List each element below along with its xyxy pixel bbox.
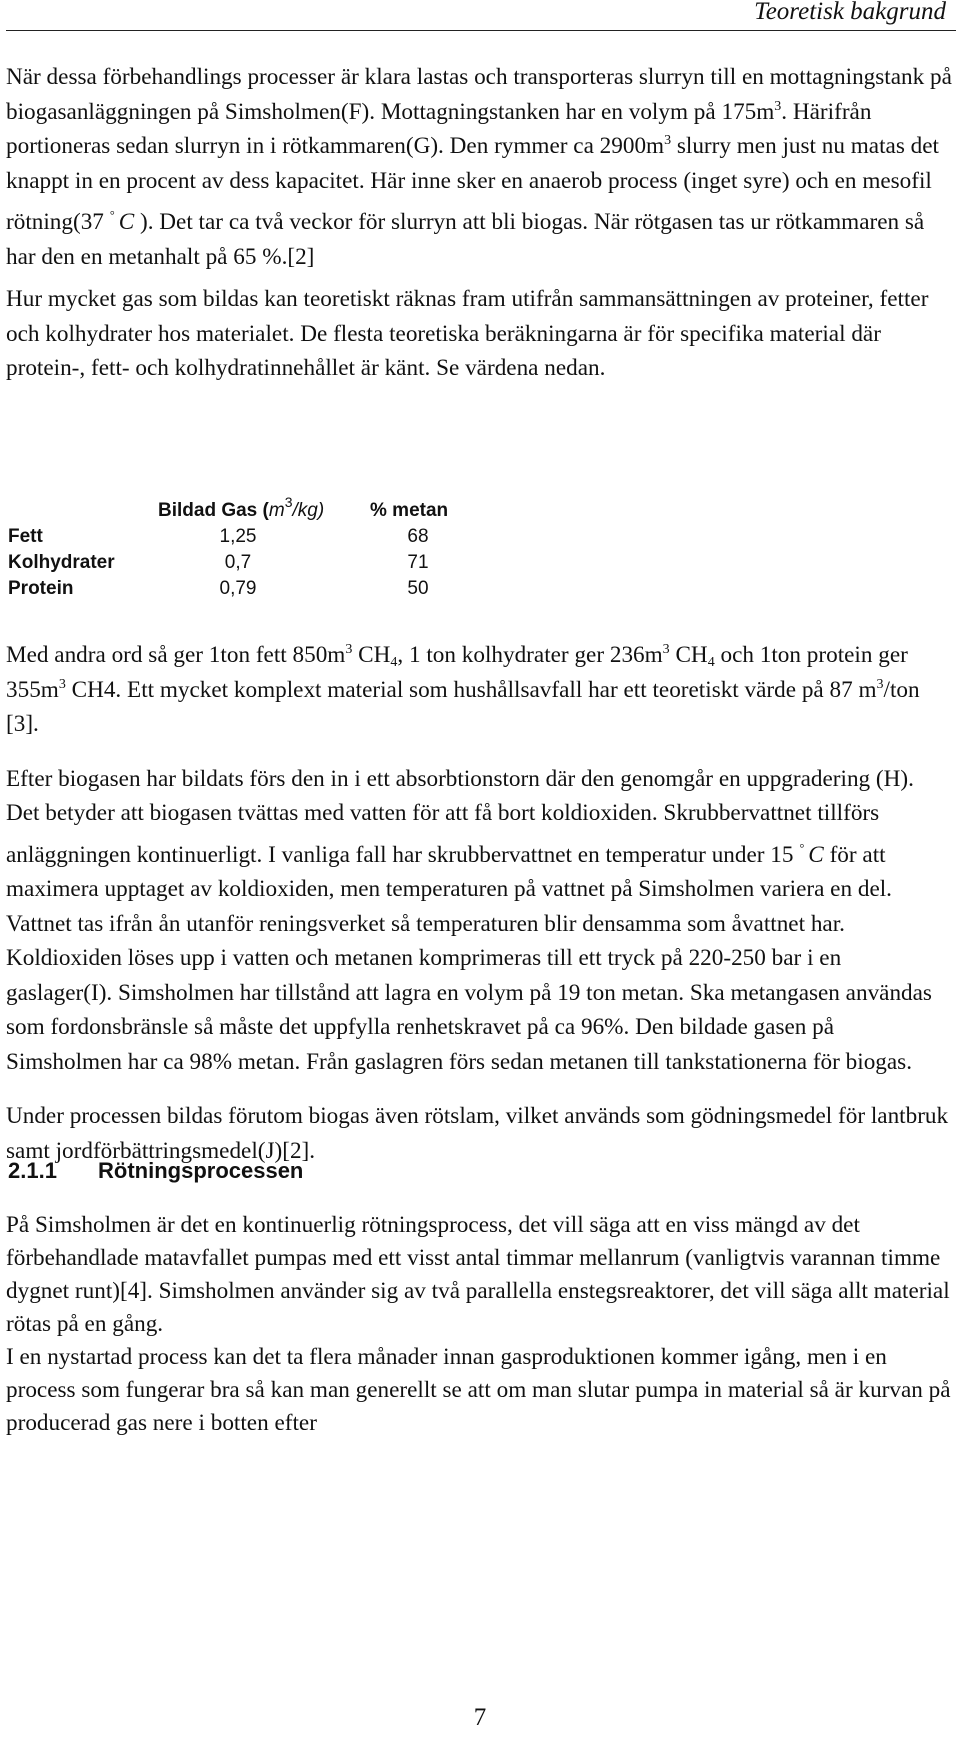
section-title: Rötningsprocessen [98, 1158, 304, 1183]
paragraph-6: På Simsholmen är det en kontinuerlig rötningsprocess, det vill säga att en viss mängd av det förbehandlade matavfallet pumpas med ett visst antal timmar mellanrum (vanligtvis varannan timme dygnet runt)[4]. Simsholmen använder sig av två parallella enstegsreaktorer, det vill säga allt material rötas på en gång. [6, 1212, 950, 1337]
p3-text-a: Med andra ord så ger 1ton fett 850m [6, 642, 346, 668]
p3-sub-2: 4 [707, 655, 715, 670]
p3-sub-1: 4 [390, 655, 398, 670]
page-number: 7 [473, 1704, 487, 1731]
cell-gas: 0,79 [219, 578, 257, 599]
header-gas-unit: m [268, 500, 285, 521]
header-gas-tail: /kg) [292, 500, 325, 521]
running-header: Teoretisk bakgrund [754, 0, 946, 25]
row-label: Fett [8, 526, 43, 547]
degree-symbol: ° [799, 840, 805, 855]
p1-sup-2: 3 [664, 133, 672, 148]
paragraph-4 [6, 762, 952, 1080]
row-label: Kolhydrater [8, 552, 115, 573]
table-row [8, 552, 568, 578]
p3-sup-4: 3 [876, 676, 884, 692]
paragraph-7: I en nystartad process kan det ta flera månader innan gasproduktionen kommer igång, men i en process som fungerar bra så kan man generellt se att om man slutar pumpa in material så är kurvan på producerad gas nere i botten efter [6, 1344, 951, 1436]
p4-text-b: för att maximera upptaget av koldioxiden, men temperaturen på vattnet på Simsholmen variera en del. Vattnet tas ifrån ån utanför reningsverket så temperaturen blir densamma som åvattnet har. Koldioxiden löses upp i vatten och metanen komprimeras till ett tryck på 220-250 bar i en gaslager(I). Simsholmen har tillstånd att lagra en volym på 19 ton metan. Ska metangasen användas som fordonsbränsle så måste det uppfylla renhetskravet på ca 96%. Den bildade gasen på Simsholmen har ca 98% metan. Från gaslagren förs sedan metanen till tankstationerna för biogas. [6, 841, 932, 1075]
table-row [8, 578, 568, 604]
section-number: 2.1.1 [8, 1158, 57, 1183]
p3-text-d: CH [669, 642, 708, 668]
p3-text-e: och 1ton protein ger 355m [6, 642, 908, 703]
p1-text-c: slurry men just nu matas det knappt in en procent av dess kapacitet. Här inne sker en anaerob process (inget syre) och en mesofil rötning(37 [6, 133, 939, 235]
header-metan: % metan [370, 500, 449, 521]
p3-sup-3: 3 [58, 676, 66, 692]
celsius-unit: C [808, 841, 824, 868]
paragraph-5: Under processen bildas förutom biogas även rötslam, vilket används som gödningsmedel för lantbruk samt jordförbättringsmedel(J)[2]. [6, 1103, 949, 1164]
header-rule [6, 30, 956, 31]
p3-text-f: CH4. Ett mycket komplext material som hushållsavfall har ett teoretiskt värde på 87 m [65, 676, 877, 703]
degree-symbol: ° [109, 208, 115, 222]
p1-text-a: När dessa förbehandlings processer är klara lastas och transporteras slurryn till en mottagningstank på biogasanläggningen på Simsholmen(F). Mottagningstanken har en volym på 175m [6, 64, 952, 125]
table-header-row [8, 494, 568, 524]
header-gas [158, 494, 325, 522]
p3-text-b: CH [352, 642, 391, 668]
cell-metan: 71 [407, 552, 429, 573]
p1-text-d: ). Det tar ca två veckor för slurryn att bli biogas. När rötgasen tas ur rötkammaren så har den en metanhalt på 65 %.[2] [6, 209, 925, 270]
cell-gas: 0,7 [224, 552, 252, 573]
header-gas-sup: 3 [284, 494, 293, 510]
paragraph-1 [6, 60, 952, 274]
section-heading [8, 1158, 303, 1184]
cell-metan: 68 [407, 526, 429, 547]
table-row [8, 526, 568, 552]
cell-metan: 50 [407, 578, 429, 599]
cell-gas: 1,25 [219, 526, 257, 547]
p4-text-a: Efter biogasen har bildats förs den in i ett absorbtionstorn där den genomgår en uppgradering (H). Det betyder att biogasen tvättas med vatten för att få bort koldioxiden. Skrubbervattnet tillförs anläggningen kontinuerligt. I vanliga fall har skrubbervattnet en temperatur under 15 [6, 765, 914, 868]
body-bottom [6, 1209, 952, 1440]
body-top [6, 60, 952, 394]
p3-text-c: , 1 ton kolhydrater ger 236m [397, 642, 663, 668]
p1-sup-1: 3 [774, 98, 782, 114]
body-middle [6, 638, 952, 1188]
header-gas-label: Bildad Gas ( [158, 500, 269, 521]
row-label: Protein [8, 578, 74, 599]
paragraph-3 [6, 638, 952, 742]
celsius-unit: C [118, 209, 135, 235]
p3-sup-1: 3 [345, 642, 353, 657]
p1-text-b: . Härifrån portioneras sedan slurryn in i rötkammaren(G). Den rymmer ca 2900m [6, 98, 872, 159]
p3-sup-2: 3 [662, 642, 670, 657]
paragraph-2: Hur mycket gas som bildas kan teoretiskt räknas fram utifrån sammansättningen av proteiner, fetter och kolhydrater hos materialet. De flesta teoretiska beräkningarna är för specifika material där protein-, fett- och kolhydratinnehållet är känt. Se värdena nedan. [6, 286, 929, 381]
p3-text-g: /ton [3]. [6, 676, 920, 737]
